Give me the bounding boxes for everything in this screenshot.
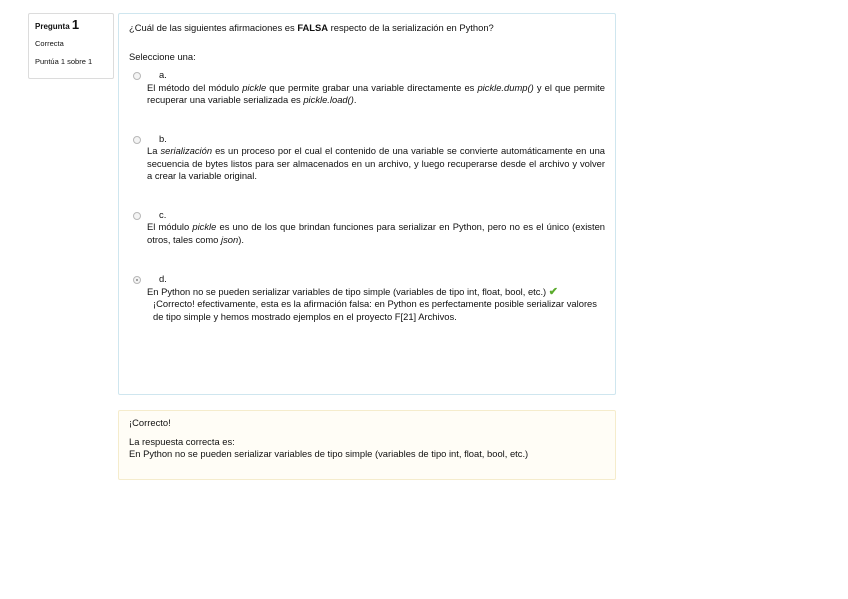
answer-option-a[interactable] xyxy=(129,69,605,107)
option-text: En Python no se pueden serializar variables de tipo simple (variables de tipo int, float, bool, etc.) ✔ xyxy=(147,285,559,298)
radio-b[interactable] xyxy=(133,136,141,144)
question-state: Correcta xyxy=(35,39,64,48)
option-text: La serialización es un proceso por el cual el contenido de una variable se convierte automáticamente en una secuencia de bytes listos para ser almacenados en un archivo, y luego recuperarse desde el archivo y volver a crear la variable original. xyxy=(147,145,605,181)
answer-option-c[interactable] xyxy=(129,209,605,247)
answer-prompt: Seleccione una: xyxy=(129,51,196,62)
option-text: El método del módulo pickle que permite grabar una variable directamente es pickle.dump() y el que permite recuperar una variable serializada es pickle.load(). xyxy=(147,81,605,105)
radio-c[interactable] xyxy=(133,212,141,220)
outcome-title: ¡Correcto! xyxy=(129,417,171,428)
option-letter: b. xyxy=(159,132,167,144)
question-info-box xyxy=(28,13,114,79)
option-text: El módulo pickle es uno de los que brindan funciones para serializar en Python, pero no es el único (existen otros, tales como json). xyxy=(147,221,606,245)
option-letter: a. xyxy=(159,69,167,80)
radio-a[interactable] xyxy=(133,72,141,80)
question-number: Pregunta 1 xyxy=(35,17,80,32)
radio-d[interactable] xyxy=(133,276,141,284)
question-text: ¿Cuál de las siguientes afirmaciones es FALSA respecto de la serialización en Python? xyxy=(129,22,494,33)
answer-option-d[interactable] xyxy=(129,273,605,323)
option-feedback: ¡Correcto! efectivamente, esta es la afirmación falsa: en Python es perfectamente posible serializar valores de tipo simple y hemos mostrado ejemplos en el proyecto F[21] Archivos. xyxy=(153,298,597,322)
question-formulation xyxy=(118,13,616,395)
correct-check-icon: ✔ xyxy=(548,285,559,298)
outcome-box xyxy=(118,410,616,480)
answer-option-b[interactable] xyxy=(129,133,605,183)
option-letter: c. xyxy=(159,208,167,220)
question-grade: Puntúa 1 sobre 1 xyxy=(35,57,93,66)
option-letter: d. xyxy=(159,273,167,284)
right-answer-text: En Python no se pueden serializar variables de tipo simple (variables de tipo int, float, bool, etc.) xyxy=(129,448,529,459)
right-answer-label: La respuesta correcta es: xyxy=(129,435,235,447)
